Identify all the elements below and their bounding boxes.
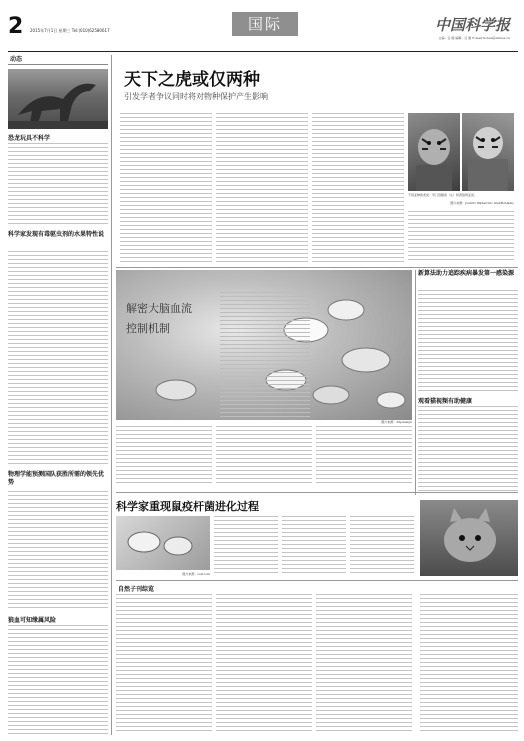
feature-text-col2 bbox=[116, 426, 212, 486]
plague-photo-credit: 图片来源：cell.com bbox=[182, 572, 210, 576]
tiger-icon bbox=[408, 113, 460, 191]
plague-top-rule bbox=[116, 492, 518, 493]
feature-title-line2: 控制机制 bbox=[126, 322, 170, 335]
section-label: 国际 bbox=[247, 15, 282, 33]
lead-bottom-rule bbox=[116, 267, 518, 268]
left-story2-title: 科学家发现有毒驱虫剂的水果特性说 bbox=[8, 231, 105, 238]
right-column bbox=[418, 270, 518, 495]
right-column-divider bbox=[415, 270, 416, 495]
lead-text-col2 bbox=[216, 113, 308, 263]
bottom-text-col1 bbox=[116, 594, 212, 734]
masthead-sub: 主编：任 刚 编辑：任 刚 E-mail:tlchen@stimes.cn bbox=[438, 36, 510, 40]
left-story4-text bbox=[8, 625, 108, 735]
masthead-logo: 中国科学报 bbox=[434, 16, 510, 34]
right-story1-text bbox=[418, 290, 518, 392]
lead-photo-credit: 图片来源：Jonhiro Bildarchiv GmbH/Alamy bbox=[450, 201, 514, 205]
section-tab bbox=[232, 12, 298, 36]
lead-text-col1 bbox=[120, 113, 212, 263]
page-number: 2 bbox=[8, 14, 24, 39]
plague-text-col1 bbox=[214, 516, 278, 574]
right-story2-title: 观看猫视频有助健康 bbox=[418, 398, 473, 405]
left-column bbox=[8, 55, 108, 735]
feature-photo-credit: 图片来源：3dpdesign bbox=[381, 420, 412, 424]
date-line: 2015年7月1日 星期三 Tel:(010)62580617 bbox=[30, 28, 110, 33]
lead-subtitle: 引发学者争议同时将对物种保护产生影响 bbox=[124, 92, 268, 101]
feature-title-box bbox=[118, 290, 218, 346]
bottom-text-col2 bbox=[216, 594, 312, 734]
lead-text-col3 bbox=[312, 113, 404, 263]
right-story2-text bbox=[418, 406, 518, 492]
header-rule bbox=[8, 51, 518, 52]
lead-story bbox=[116, 55, 518, 265]
tiger-photo-1 bbox=[408, 113, 460, 191]
left-story1-title: 恐龙玩具不科学 bbox=[8, 135, 51, 142]
feature-story bbox=[116, 270, 412, 490]
bacteria-photo bbox=[116, 516, 210, 570]
plague-text-col3 bbox=[350, 516, 414, 574]
feature-text-col4 bbox=[316, 426, 412, 486]
dinosaur-figure-icon bbox=[8, 69, 108, 129]
feature-text-col3 bbox=[216, 426, 312, 486]
bottom-section-rule bbox=[116, 580, 518, 581]
left-story4-title: 狼血可知缘属风险 bbox=[8, 617, 57, 624]
plague-title: 科学家重现鼠疫杆菌进化过程 bbox=[116, 500, 259, 513]
bottom-section bbox=[116, 582, 518, 736]
feature-text-col1 bbox=[220, 292, 310, 418]
left-story3-title: 物理学能预测国队获胜所需的领先优势 bbox=[8, 471, 105, 486]
bottom-tag: 自然子刊综览 bbox=[118, 586, 155, 593]
dinosaur-photo bbox=[8, 69, 108, 129]
left-story2-text bbox=[8, 251, 108, 467]
lead-title: 天下之虎或仅两种 bbox=[124, 70, 260, 90]
tiger-icon bbox=[462, 113, 514, 191]
left-story3-text bbox=[8, 491, 108, 611]
lead-text-col4 bbox=[408, 211, 514, 263]
left-column-divider bbox=[111, 55, 112, 735]
tag-dynamic: 动态 bbox=[8, 55, 108, 65]
right-story1-title: 新算法助力追踪疾病暴发第一感染源 bbox=[418, 270, 515, 277]
left-story1-text bbox=[8, 143, 108, 227]
plague-text-col2 bbox=[282, 516, 346, 574]
bacteria-icon bbox=[116, 516, 210, 570]
cat-photo bbox=[420, 500, 518, 576]
bottom-text-col3 bbox=[316, 594, 412, 734]
page-header bbox=[8, 14, 518, 50]
feature-title-line1: 解密大脑血流 bbox=[126, 302, 192, 315]
lead-photo-caption: 不同亚种的老虎：苏门答腊虎（左）和西伯利亚虎。 bbox=[408, 193, 478, 197]
bottom-text-col4 bbox=[420, 594, 518, 734]
tiger-photo-2 bbox=[462, 113, 514, 191]
plague-story bbox=[116, 494, 416, 574]
cat-icon bbox=[420, 500, 518, 576]
